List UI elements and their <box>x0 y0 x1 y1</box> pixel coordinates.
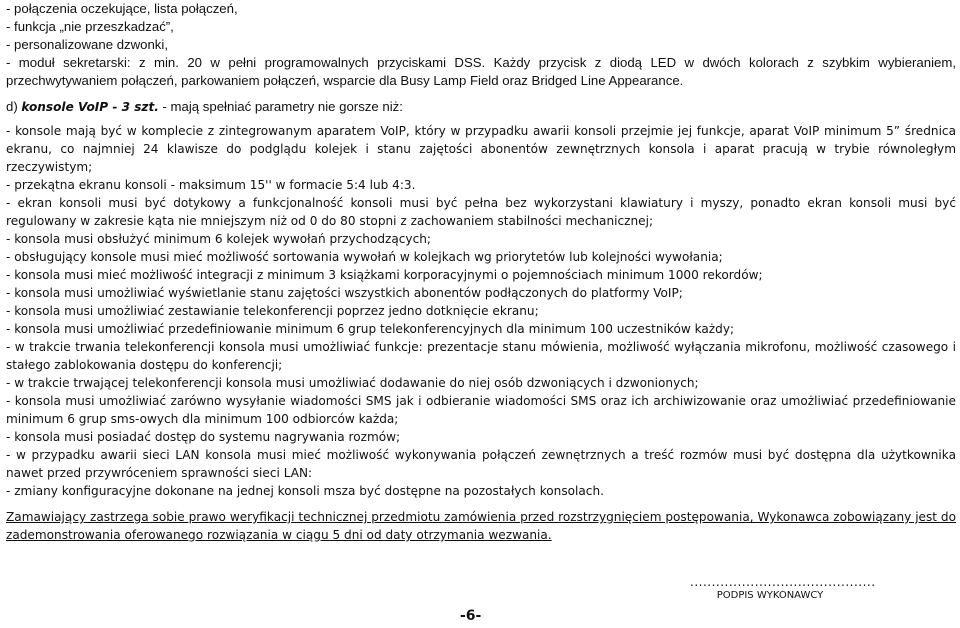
feature-item-call-waiting: - połączenia oczekujące, lista połączeń, <box>6 1 238 16</box>
feature-item-dss-module: - moduł sekretarski: z min. 20 w pełni programowalnych przyciskami DSS. Każdy przycisk z diodą LED w dwóch kolorach z szybkim wybieraniem, przechwytywaniem połączeń, parkowaniem połączeń, wsparcie dla Busy Lamp Field oraz Bridged Line Appearance. <box>6 55 956 88</box>
document-page <box>6 0 956 544</box>
signature-line: ........................................... <box>690 575 876 589</box>
requirement-item: - konsola musi posiadać dostęp do systemu nagrywania rozmów; <box>6 430 401 444</box>
feature-item-ringtones: - personalizowane dzwonki, <box>6 37 168 52</box>
requirement-item: - konsola musi umożliwiać wyświetlanie stanu zajętości wszystkich abonentów podłączonych do platformy VoIP; <box>6 286 683 300</box>
requirement-item: - obsługujący konsole musi mieć możliwość sortowania wywołań w kolejkach wg priorytetów lub kolejności wywołania; <box>6 250 723 264</box>
requirement-item: - ekran konsoli musi być dotykowy a funkcjonalność konsoli musi być pełna bez wykorzystani klawiatury i myszy, ponadto ekran konsoli musi być regulowany w zakresie kąta nie mniejszym niż od 0 do 80 stopni z zachowaniem stabilności mechanicznej; <box>6 196 956 228</box>
section-d-intro: - mają spełniać parametry nie gorsze niż: <box>158 99 403 114</box>
feature-list <box>6 0 956 90</box>
requirement-item: - przekątna ekranu konsoli - maksimum 15'' w formacie 5:4 lub 4:3. <box>6 178 416 192</box>
signature-label: PODPIS WYKONAWCY <box>716 590 824 601</box>
requirement-item: - konsola musi obsłużyć minimum 6 kolejek wywołań przychodzących; <box>6 232 431 246</box>
section-d-prefix: d) <box>6 99 22 114</box>
requirement-item: - w trakcie trwającej telekonferencji konsola musi umożliwiać dodawanie do niej osób dzwoniących i dzwonionych; <box>6 376 699 390</box>
requirement-item: - konsole mają być w komplecie z zintegrowanym aparatem VoIP, który w przypadku awarii konsoli przejmie jej funkcje, aparat VoIP minimum 5” średnica ekranu, co najmniej 24 klawisze do podglądu kolejek i stanu zajętości abonentów zewnętrznych konsola i aparat pracują w trybie równoległym rzeczywistym; <box>6 124 956 174</box>
closing-note: Zamawiający zastrzega sobie prawo weryfikacji technicznej przedmiotu zamówienia przed rozstrzygnięciem postępowania, Wykonawca zobowiązany jest do zademonstrowania oferowanego rozwiązania w ciągu 5 dni od daty otrzymania wezwania. <box>6 510 956 542</box>
requirement-item: - konsola musi umożliwiać zarówno wysyłanie wiadomości SMS jak i odbieranie wiadomości SMS oraz ich archiwizowanie oraz umożliwiać przedefiniowanie minimum 6 grup sms-owych dla minimum 100 odbiorców każda; <box>6 394 956 426</box>
section-d-title: konsole VoIP - 3 szt. <box>21 100 159 114</box>
requirement-item: - konsola musi umożliwiać przedefiniowanie minimum 6 grup telekonferencyjnych dla minimum 100 uczestników każdy; <box>6 322 735 336</box>
requirement-item: - zmiany konfiguracyjne dokonane na jednej konsoli msza być dostępne na pozostałych konsolach. <box>6 484 604 498</box>
section-d-heading-line <box>6 98 956 116</box>
signature-block <box>690 575 876 603</box>
requirement-item: - w trakcie trwania telekonferencji konsola musi umożliwiać funkcje: prezentacje stanu mówienia, możliwość wyłączania mikrofonu, możliwość czasowego i stałego zablokowania dostępu do konferencji; <box>6 340 956 372</box>
requirement-item: - konsola musi umożliwiać zestawianie telekonferencji poprzez jedno dotknięcie ekranu; <box>6 304 539 318</box>
requirement-item: - konsola musi mieć możliwość integracji z minimum 3 książkami korporacyjnymi o pojemnościach minimum 1000 rekordów; <box>6 268 763 282</box>
page-number: -6- <box>460 608 482 624</box>
feature-item-dnd: - funkcja „nie przeszkadzać”, <box>6 19 174 34</box>
requirement-item: - w przypadku awarii sieci LAN konsola musi mieć możliwość wykonywania połączeń zewnętrznych a treść rozmów musi być dostępna dla użytkownika nawet przed przywróceniem sprawności sieci LAN: <box>6 448 956 480</box>
